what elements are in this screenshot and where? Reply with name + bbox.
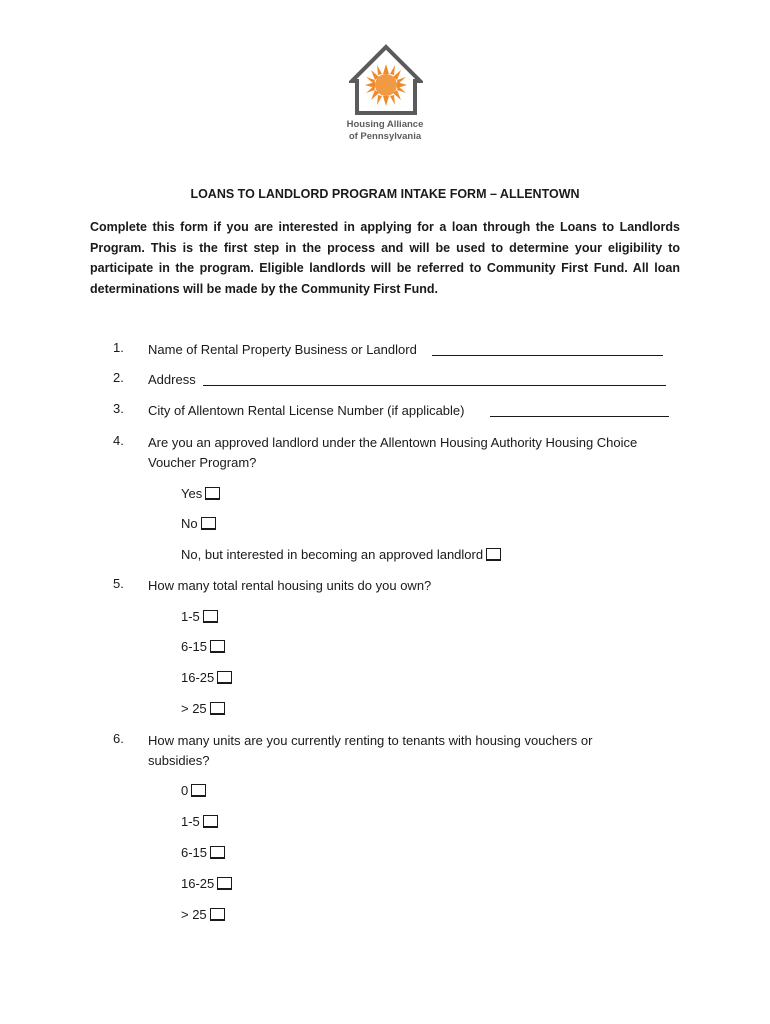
checkbox[interactable] bbox=[210, 908, 225, 921]
option-16-25: 16-25 bbox=[181, 874, 232, 894]
business-name-field[interactable] bbox=[432, 355, 663, 356]
option-6-15: 6-15 bbox=[181, 637, 225, 657]
option-no: No bbox=[181, 514, 216, 534]
question-number: 5. bbox=[113, 576, 124, 591]
checkbox[interactable] bbox=[205, 487, 220, 500]
question-text: Are you an approved landlord under the Allentown Housing Authority Housing Choice Voucher Program? bbox=[148, 435, 638, 470]
question-number: 1. bbox=[113, 340, 124, 355]
question-number: 4. bbox=[113, 433, 124, 448]
option-1-5: 1-5 bbox=[181, 607, 218, 627]
checkbox[interactable] bbox=[210, 640, 225, 653]
checkbox[interactable] bbox=[201, 517, 216, 530]
checkbox[interactable] bbox=[217, 877, 232, 890]
intro-paragraph: Complete this form if you are interested in applying for a loan through the Loans to Landlords Program. This is the first step in the process and will be used to determine your eligibility to participate in the program. Eligible landlords will be referred to Community First Fund. All loan determinations will be made by the Community First Fund. bbox=[90, 220, 680, 296]
option-yes: Yes bbox=[181, 484, 220, 504]
option-over-25: > 25 bbox=[181, 699, 225, 719]
checkbox[interactable] bbox=[191, 784, 206, 797]
question-text: City of Allentown Rental License Number (if applicable) bbox=[148, 403, 465, 418]
form-title: LOANS TO LANDLORD PROGRAM INTAKE FORM – ALLENTOWN bbox=[190, 187, 580, 201]
checkbox[interactable] bbox=[210, 702, 225, 715]
question-number: 2. bbox=[113, 370, 124, 385]
question-text: How many total rental housing units do you own? bbox=[148, 578, 432, 593]
rental-license-field[interactable] bbox=[490, 416, 669, 417]
checkbox[interactable] bbox=[486, 548, 501, 561]
option-over-25: > 25 bbox=[181, 905, 225, 925]
option-interested: No, but interested in becoming an approved landlord bbox=[181, 545, 501, 565]
checkbox[interactable] bbox=[217, 671, 232, 684]
checkbox[interactable] bbox=[203, 610, 218, 623]
address-field[interactable] bbox=[203, 385, 666, 386]
option-0: 0 bbox=[181, 781, 206, 801]
question-number: 3. bbox=[113, 401, 124, 416]
question-text: How many units are you currently renting to tenants with housing vouchers or subsidies? bbox=[148, 733, 593, 768]
question-number: 6. bbox=[113, 731, 124, 746]
option-16-25: 16-25 bbox=[181, 668, 232, 688]
question-text: Name of Rental Property Business or Landlord bbox=[148, 342, 417, 357]
option-1-5: 1-5 bbox=[181, 812, 218, 832]
organization-name: Housing Alliance of Pennsylvania bbox=[346, 119, 424, 142]
checkbox[interactable] bbox=[203, 815, 218, 828]
checkbox[interactable] bbox=[210, 846, 225, 859]
question-text: Address bbox=[148, 372, 196, 387]
option-6-15: 6-15 bbox=[181, 843, 225, 863]
